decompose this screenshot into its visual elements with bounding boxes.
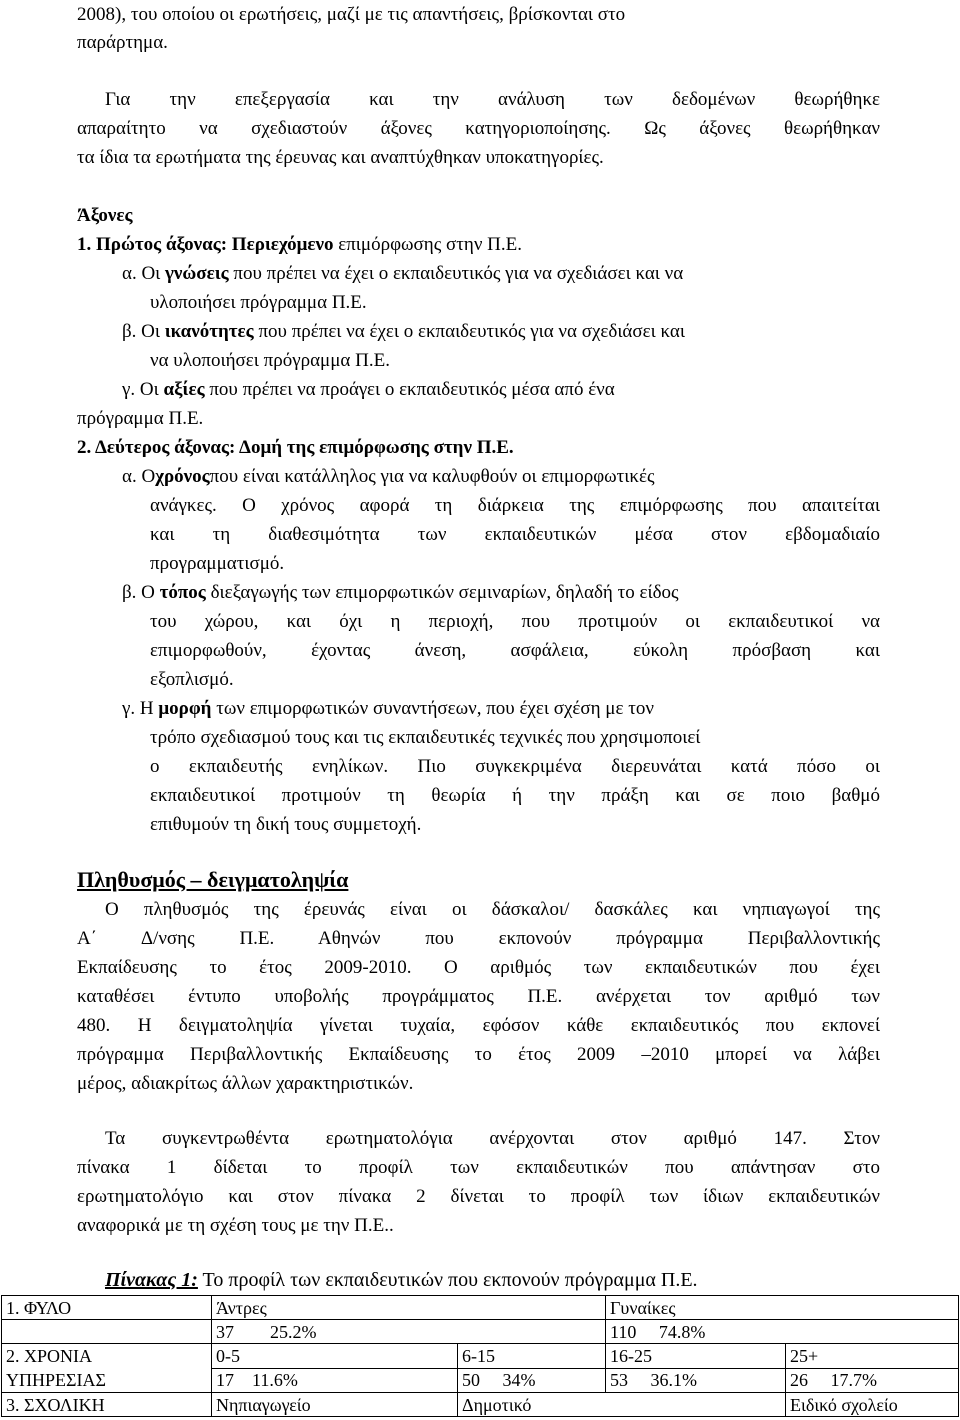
item-a2-line4: προγραμματισμό. xyxy=(150,553,285,574)
item-b2-line4: εξοπλισμό. xyxy=(150,669,234,690)
item-b2 xyxy=(122,581,679,605)
table-cell: Άντρες xyxy=(212,1296,606,1320)
axis-1-title-rest: επιμόρφωσης στην Π.Ε. xyxy=(333,234,522,255)
table-cell: Γυναίκες xyxy=(606,1296,959,1320)
item-b1-line2: να υλοποιήσει πρόγραμμα Π.Ε. xyxy=(150,350,390,371)
item-a2-line2: ανάγκες. Ο χρόνος αφορά τη διάρκεια της επιμόρφωσης που απαιτείται xyxy=(150,495,880,516)
paragraph-line: πίνακα 1 δίδεται το προφίλ των εκπαιδευτικών που απάντησαν στο xyxy=(77,1157,880,1178)
section-label-axones: Άξονες xyxy=(77,205,133,226)
item-b2-line2: του χώρου, και όχι η περιοχή, που προτιμούν οι εκπαιδευτικοί να xyxy=(150,611,880,632)
paragraph-line: απαραίτητο να σχεδιαστούν άξονες κατηγοριοποίησης. Ως άξονες θεωρήθηκαν xyxy=(77,118,880,139)
table-cell: 53 36.1% xyxy=(606,1368,786,1393)
table-cell: 26 17.7% xyxy=(786,1368,959,1393)
paragraph-line: καταθέσει έντυπο υποβολής προγράμματος Π.Ε. ανέρχεται τον αριθμό των xyxy=(77,986,880,1007)
item-a2-rest: που είναι κατάλληλος για να καλυφθούν οι επιμορφωτικές xyxy=(209,466,655,487)
item-g1-prefix: γ. Οι xyxy=(122,379,164,400)
item-g1-keyword: αξίες xyxy=(163,379,205,400)
axis-1-title-bold: 1. Πρώτος άξονας: Περιεχόμενο xyxy=(77,234,334,255)
item-b1-keyword: ικανότητες xyxy=(164,321,254,342)
item-g2-rest: των επιμορφωτικών συναντήσεων, που έχει σχέση με τον xyxy=(211,698,654,719)
paragraph-line: Εκπαίδευσης το έτος 2009-2010. Ο αριθμός των εκπαιδευτικών που έχει xyxy=(77,957,880,978)
table-cell: 110 74.8% xyxy=(606,1320,959,1344)
table-cell: 37 25.2% xyxy=(212,1320,606,1344)
table-cell: 1. ΦΥΛΟ xyxy=(2,1296,212,1320)
paragraph-line: Ο πληθυσμός της έρευνάς είναι οι δάσκαλοι/ δασκάλες και νηπιαγωγοί της xyxy=(105,899,880,920)
paragraph-line: Για την επεξεργασία και την ανάλυση των δεδομένων θεωρήθηκε xyxy=(105,89,880,110)
table-row xyxy=(2,1296,959,1320)
table-caption-text: Το προφίλ των εκπαιδευτικών που εκπονούν πρόγραμμα Π.Ε. xyxy=(197,1269,698,1291)
paragraph-line: 480. Η δειγματοληψία γίνεται τυχαία, εφόσον κάθε εκπαιδευτικός που εκπονεί xyxy=(77,1015,880,1036)
item-a2-line3: και τη διαθεσιμότητα των εκπαιδευτικών μέσα στον εβδομαδιαίο xyxy=(150,524,880,545)
item-g1 xyxy=(122,378,615,402)
table-cell: 6-15 xyxy=(458,1344,606,1369)
paragraph-line xyxy=(77,3,880,27)
item-g2 xyxy=(122,697,654,721)
item-b2-line3: επιμορφωθούν, έχοντας άνεση, ασφάλεια, εύκολη πρόσβαση και xyxy=(150,640,880,661)
item-b2-rest: διεξαγωγής των επιμορφωτικών σεμιναρίων, δηλαδή το είδος xyxy=(205,582,679,603)
axis-2-title: 2. Δεύτερος άξονας: Δομή της επιμόρφωσης στην Π.Ε. xyxy=(77,437,514,458)
table-row xyxy=(2,1393,959,1417)
item-b1 xyxy=(122,320,685,344)
axis-1-title xyxy=(77,233,522,257)
item-a1-prefix: α. Οι xyxy=(122,263,166,284)
table-cell: 16-25 xyxy=(606,1344,786,1369)
item-g2-keyword: μορφή xyxy=(158,698,212,719)
item-g1-rest: που πρέπει να προάγει ο εκπαιδευτικός μέσα από ένα xyxy=(204,379,615,400)
profile-table xyxy=(1,1295,959,1417)
table-row xyxy=(2,1320,959,1344)
table-cell: 0-5 xyxy=(212,1344,458,1369)
table-cell: 3. ΣΧΟΛΙΚΗ xyxy=(2,1393,212,1417)
paragraph-line: μέρος, αδιακρίτως άλλων χαρακτηριστικών. xyxy=(77,1073,414,1094)
table-cell: 17 11.6% xyxy=(212,1368,458,1393)
item-g2-line3: ο εκπαιδευτής ενηλίκων. Πιο συγκεκριμένα διερευνάται κατά πόσο οι xyxy=(150,756,880,777)
item-a1-line2: υλοποιήσει πρόγραμμα Π.Ε. xyxy=(150,292,367,313)
item-a1-rest: που πρέπει να έχει ο εκπαιδευτικός για να σχεδιάσει και να xyxy=(228,263,684,284)
text-run: 2008), του οποίου οι ερωτήσεις, μαζί με τις απαντήσεις, βρίσκονται στο xyxy=(77,4,626,25)
item-b2-prefix: β. Ο xyxy=(122,582,160,603)
table-cell xyxy=(2,1344,212,1393)
table-cell-line: ΥΠΗΡΕΣΙΑΣ xyxy=(6,1370,106,1390)
item-g2-line5: επιθυμούν τη δική τους συμμετοχή. xyxy=(150,814,422,835)
item-a1 xyxy=(122,262,683,286)
item-a2-keyword: χρόνος xyxy=(155,466,210,487)
paragraph-line: Α΄ Δ/νσης Π.Ε. Αθηνών που εκπονούν πρόγραμμα Περιβαλλοντικής xyxy=(77,928,880,949)
table-cell: 50 34% xyxy=(458,1368,606,1393)
table-cell: Ειδικό σχολείο xyxy=(786,1393,959,1417)
item-a2 xyxy=(122,465,880,489)
paragraph-line: πρόγραμμα Περιβαλλοντικής Εκπαίδευσης το έτος 2009 –2010 μπορεί να λάβει xyxy=(77,1044,880,1065)
table-caption-label: Πίνακας 1: xyxy=(105,1269,198,1291)
item-g2-line2: τρόπο σχεδιασμού τους και τις εκπαιδευτικές τεχνικές που χρησιμοποιεί xyxy=(150,727,701,748)
table-cell: 25+ xyxy=(786,1344,959,1369)
table-cell: Δημοτικό xyxy=(458,1393,786,1417)
item-a2-prefix: α. Ο xyxy=(122,466,156,487)
table-cell: Νηπιαγωγείο xyxy=(212,1393,458,1417)
item-b1-rest: που πρέπει να έχει ο εκπαιδευτικός για να σχεδιάσει και xyxy=(253,321,685,342)
table-caption xyxy=(105,1268,698,1292)
item-g2-line4: εκπαιδευτικοί προτιμούν τη θεωρία ή την πράξη και σε ποιο βαθμό xyxy=(150,785,880,806)
paragraph-line: ερωτηματολόγιο και στον πίνακα 2 δίνεται το προφίλ των ίδιων εκπαιδευτικών xyxy=(77,1186,880,1207)
table-cell xyxy=(2,1320,212,1344)
item-b1-prefix: β. Οι xyxy=(122,321,165,342)
item-g1-line2: πρόγραμμα Π.Ε. xyxy=(77,408,204,429)
item-a1-keyword: γνώσεις xyxy=(165,263,229,284)
table-row xyxy=(2,1344,959,1369)
item-b2-keyword: τόπος xyxy=(159,582,206,603)
table-cell-line: 2. ΧΡΟΝΙΑ xyxy=(6,1346,93,1366)
paragraph-line: αναφορικά με τη σχέση τους με την Π.Ε.. xyxy=(77,1215,394,1236)
item-g2-prefix: γ. Η xyxy=(122,698,159,719)
paragraph-line: Τα συγκεντρωθέντα ερωτηματολόγια ανέρχονται στον αριθμό 147. Στον xyxy=(105,1128,880,1149)
section-heading-population: Πληθυσμός – δειγματοληψία xyxy=(77,867,349,892)
paragraph-line: τα ίδια τα ερωτήματα της έρευνας και αναπτύχθηκαν υποκατηγορίες. xyxy=(77,147,604,168)
item-a2-text xyxy=(122,465,655,489)
paragraph-line: παράρτημα. xyxy=(77,32,168,53)
